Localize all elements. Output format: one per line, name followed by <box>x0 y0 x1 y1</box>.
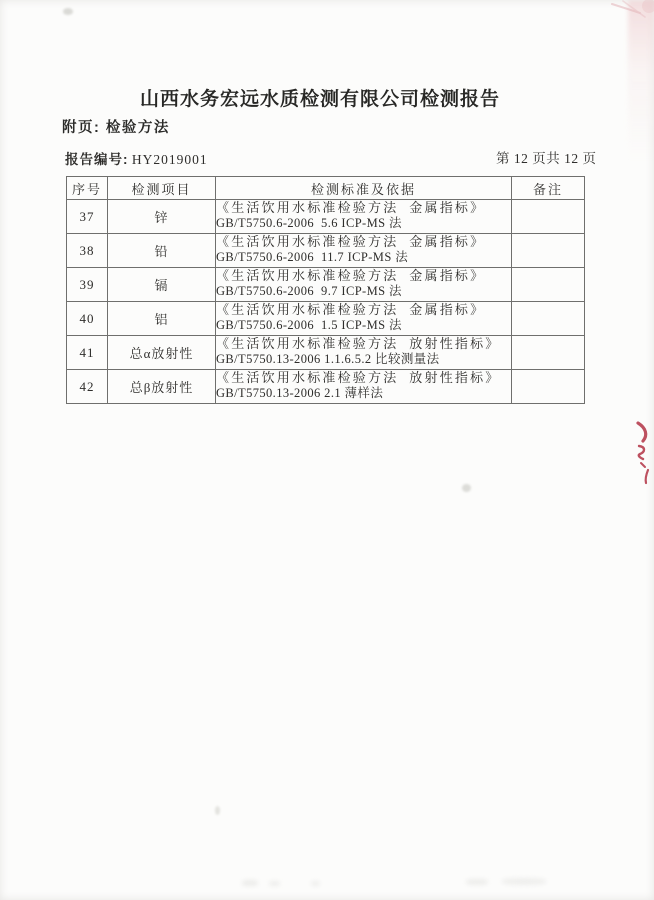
report-number-value: HY2019001 <box>131 152 208 167</box>
report-number <box>65 148 208 168</box>
row-number: 39 <box>67 268 108 302</box>
methods-table <box>66 176 585 404</box>
remark-cell <box>512 234 585 268</box>
scan-smudge <box>242 880 258 886</box>
standard-code: GB/T5750.6-2006 1.5 ICP-MS 法 <box>216 318 402 332</box>
scan-speck <box>63 8 73 15</box>
standard-name: 《生活饮用水标准检验方法 金属指标》 <box>216 302 486 317</box>
standard-cell <box>216 302 512 336</box>
report-title: 山西水务宏远水质检测有限公司检测报告 <box>139 89 500 110</box>
header-test-item: 检测项目 <box>108 177 216 200</box>
test-item: 锌 <box>108 200 216 234</box>
remark-cell <box>512 302 585 336</box>
standard-cell <box>216 200 512 234</box>
row-number: 37 <box>67 200 108 234</box>
table-header-row <box>67 177 585 200</box>
standard-name: 《生活饮用水标准检验方法 放射性指标》 <box>216 370 501 385</box>
table-row <box>67 302 585 336</box>
report-number-label: 报告编号: <box>65 152 129 167</box>
remark-cell <box>512 200 585 234</box>
test-item: 铅 <box>108 234 216 268</box>
header-remark: 备注 <box>512 177 585 200</box>
standard-name: 《生活饮用水标准检验方法 金属指标》 <box>216 268 486 283</box>
standard-code: GB/T5750.6-2006 9.7 ICP-MS 法 <box>216 284 402 298</box>
test-item: 铝 <box>108 302 216 336</box>
scan-smudge <box>502 878 546 885</box>
remark-cell <box>512 268 585 302</box>
page-indicator: 第 12 页共 12 页 <box>496 151 597 166</box>
scan-smudge <box>311 881 320 886</box>
standard-code: GB/T5750.13-2006 2.1 薄样法 <box>216 386 384 400</box>
standard-cell <box>216 234 512 268</box>
scan-smudge <box>466 879 488 885</box>
scan-speck <box>462 484 471 492</box>
standard-cell <box>216 268 512 302</box>
test-item: 镉 <box>108 268 216 302</box>
row-number: 40 <box>67 302 108 336</box>
standard-name: 《生活饮用水标准检验方法 金属指标》 <box>216 200 486 215</box>
scan-speck <box>215 806 220 815</box>
red-seal-fragment <box>638 423 648 483</box>
standard-name: 《生活饮用水标准检验方法 金属指标》 <box>216 234 486 249</box>
table-row <box>67 268 585 302</box>
row-number: 42 <box>67 370 108 404</box>
table-row <box>67 200 585 234</box>
standard-code: GB/T5750.6-2006 11.7 ICP-MS 法 <box>216 250 409 264</box>
remark-cell <box>512 336 585 370</box>
standard-cell <box>216 336 512 370</box>
header-serial-number: 序号 <box>67 177 108 200</box>
pink-smudge-top-right <box>628 0 654 160</box>
test-item: 总β放射性 <box>108 370 216 404</box>
row-number: 41 <box>67 336 108 370</box>
table-row <box>67 234 585 268</box>
standard-code: GB/T5750.6-2006 5.6 ICP-MS 法 <box>216 216 402 230</box>
remark-cell <box>512 370 585 404</box>
standard-cell <box>216 370 512 404</box>
row-number: 38 <box>67 234 108 268</box>
scan-smudge <box>269 881 280 886</box>
header-standard-basis: 检测标准及依据 <box>216 177 512 200</box>
standard-name: 《生活饮用水标准检验方法 放射性指标》 <box>216 336 501 351</box>
table-row <box>67 336 585 370</box>
table-row <box>67 370 585 404</box>
test-item: 总α放射性 <box>108 336 216 370</box>
standard-code: GB/T5750.13-2006 1.1.6.5.2 比较测量法 <box>216 352 440 366</box>
appendix-heading: 附页: 检验方法 <box>62 120 170 136</box>
